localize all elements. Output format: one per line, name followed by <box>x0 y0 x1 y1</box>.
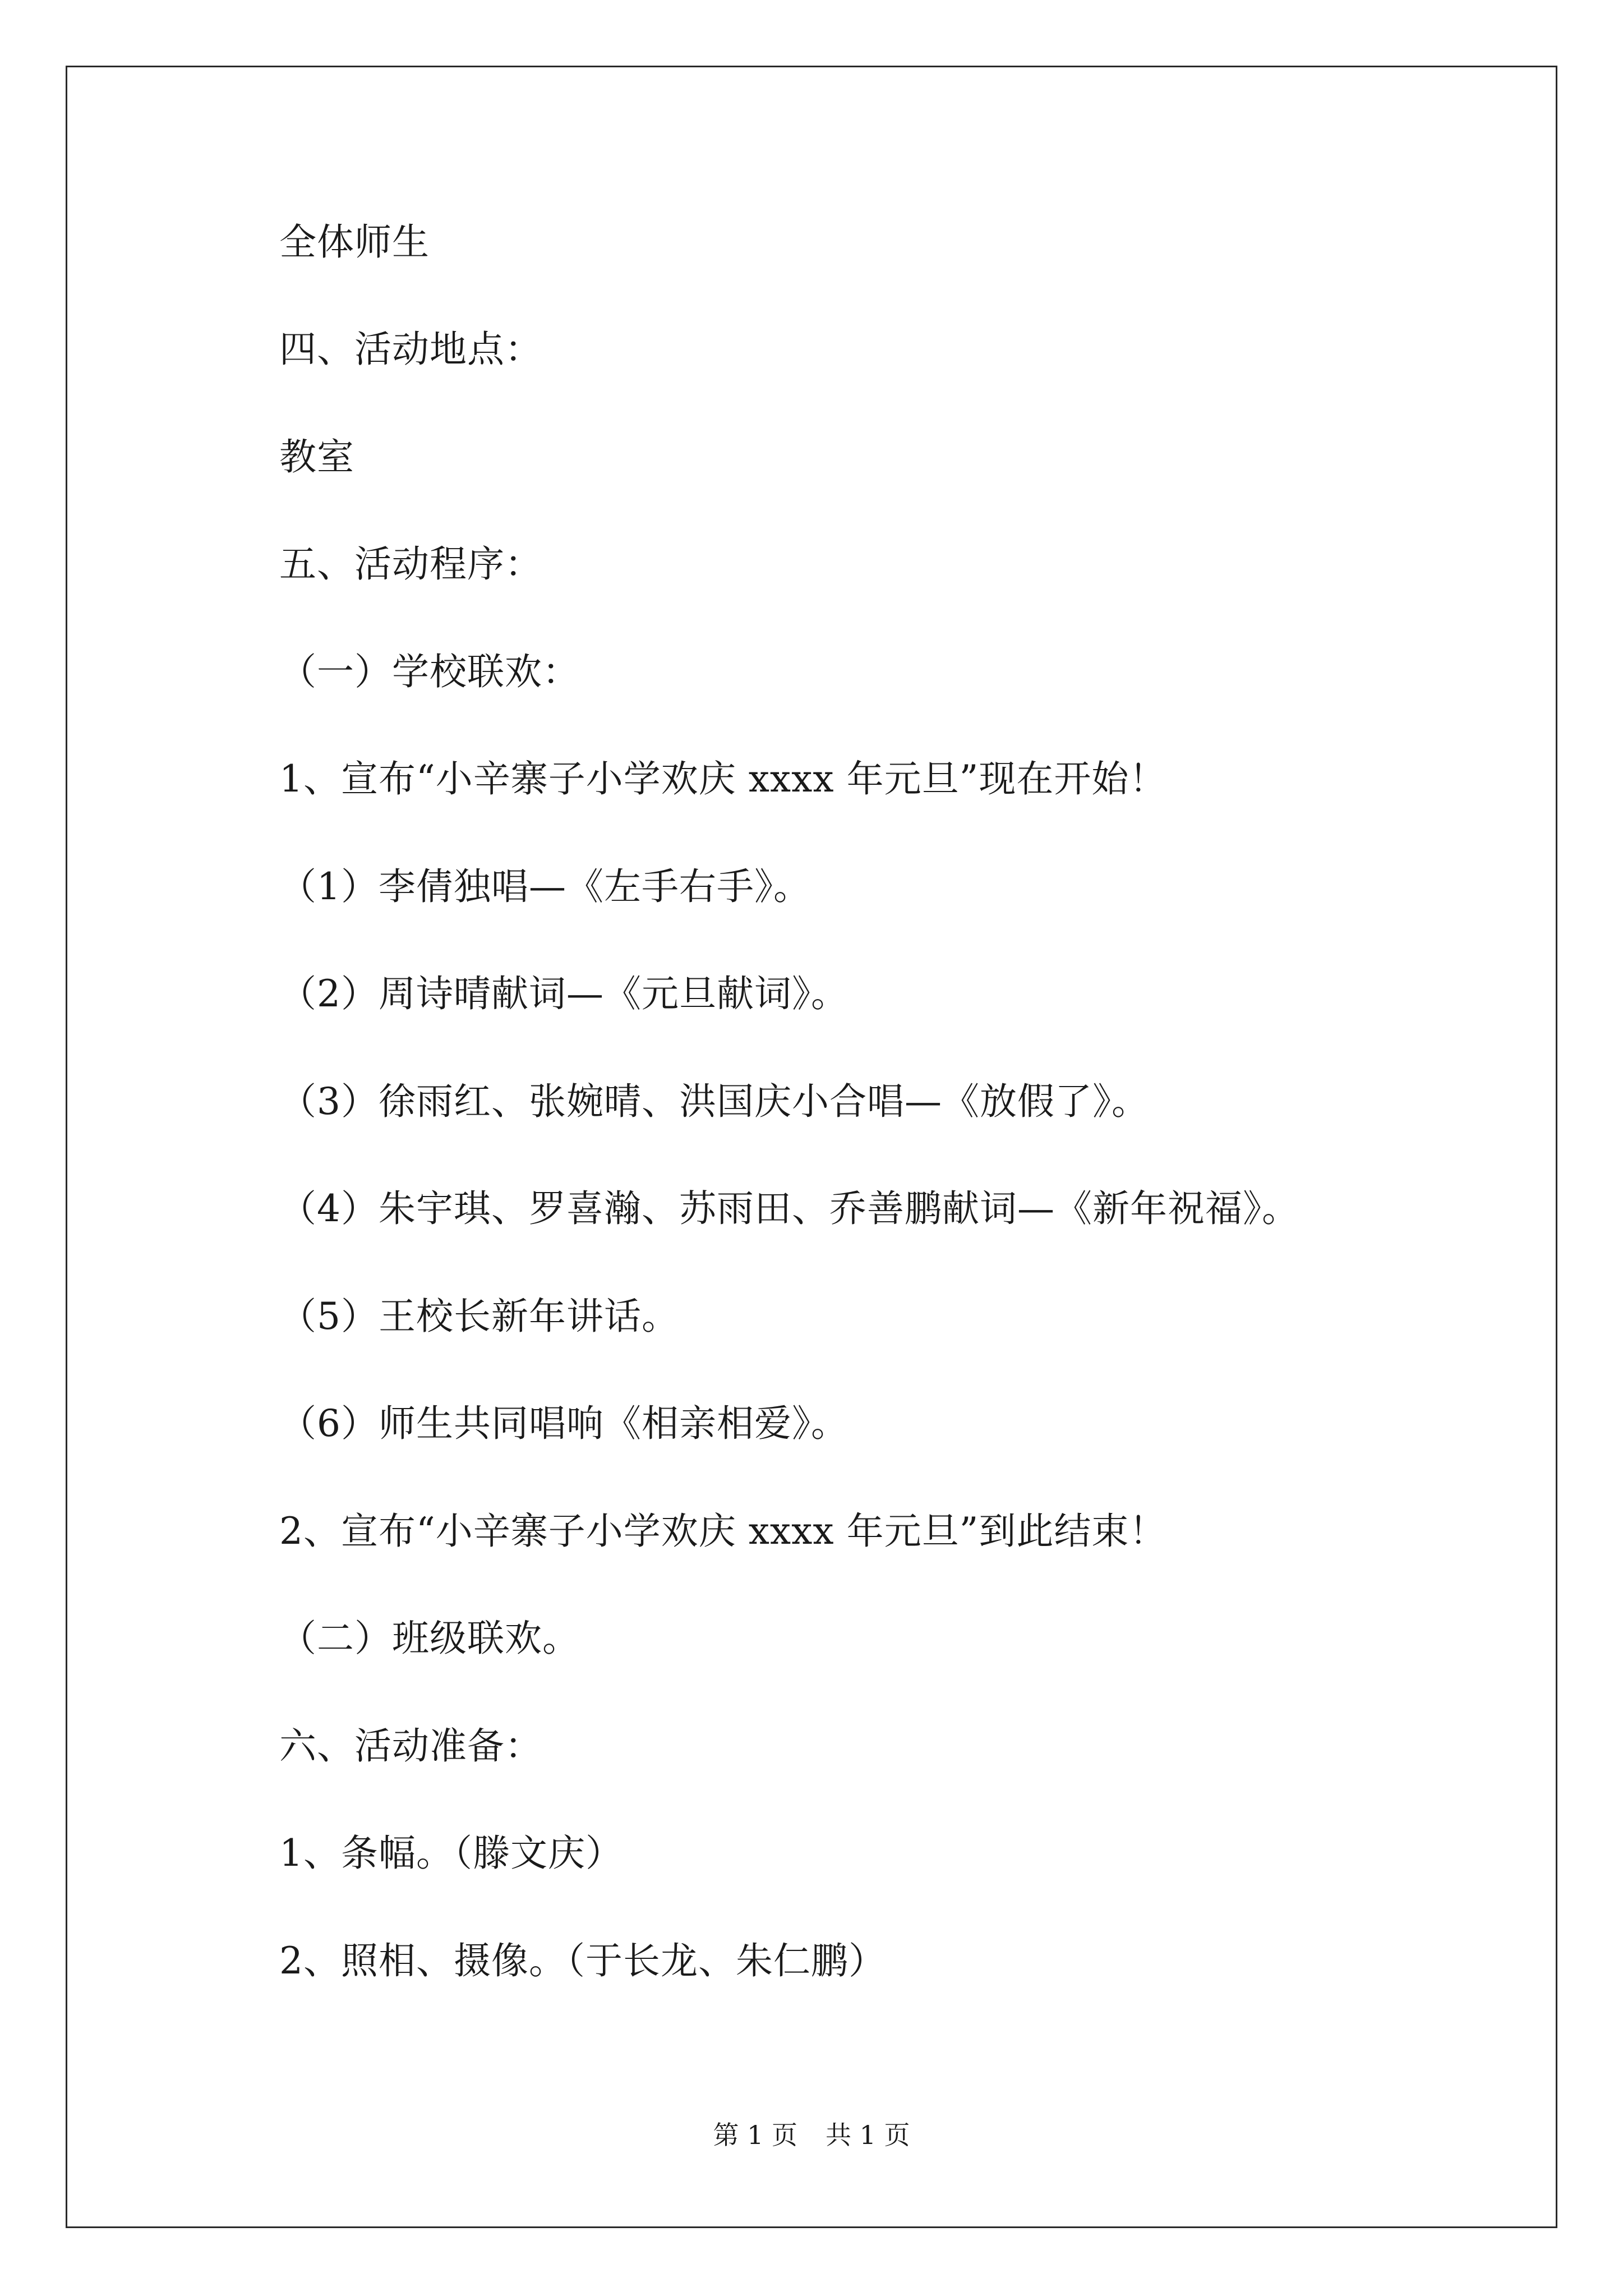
text-line-participants: 全体师生 <box>279 220 430 264</box>
page-total: 共 1 页 <box>826 2120 910 2150</box>
heading-preparation: 六、活动准备： <box>279 1724 542 1768</box>
text-line-location: 教室 <box>279 435 354 478</box>
program-item-5: （5）王校长新年讲话。 <box>279 1295 679 1338</box>
subheading-class-party: （二）班级联欢。 <box>279 1617 580 1660</box>
text-line-opening: 1、宣布“小辛寨子小学欢庆 xxxx 年元旦”现在开始！ <box>279 757 1167 800</box>
text-line-closing: 2、宣布“小辛寨子小学欢庆 xxxx 年元旦”到此结束！ <box>279 1510 1167 1553</box>
program-item-2: （2）周诗晴献词—《元旦献词》。 <box>279 972 849 1015</box>
heading-procedure: 五、活动程序： <box>279 542 542 586</box>
page-frame <box>66 66 1557 2228</box>
preparation-item-1: 1、条幅。（滕文庆） <box>279 1832 623 1875</box>
document-body <box>67 67 1556 2226</box>
program-item-3: （3）徐雨红、张婉晴、洪国庆小合唱—《放假了》。 <box>279 1080 1149 1123</box>
program-item-1: （1）李倩独唱—《左手右手》。 <box>279 865 811 908</box>
heading-location: 四、活动地点： <box>279 328 542 371</box>
preparation-item-2: 2、照相、摄像。（于长龙、朱仁鹏） <box>279 1939 886 1982</box>
program-item-6: （6）师生共同唱响《相亲相爱》。 <box>279 1402 849 1445</box>
subheading-school-party: （一）学校联欢： <box>279 650 580 693</box>
program-item-4: （4）朱宇琪、罗喜瀚、苏雨田、乔善鹏献词—《新年祝福》。 <box>279 1187 1299 1230</box>
page-footer <box>67 2119 1556 2151</box>
page-number: 第 1 页 <box>713 2120 797 2150</box>
